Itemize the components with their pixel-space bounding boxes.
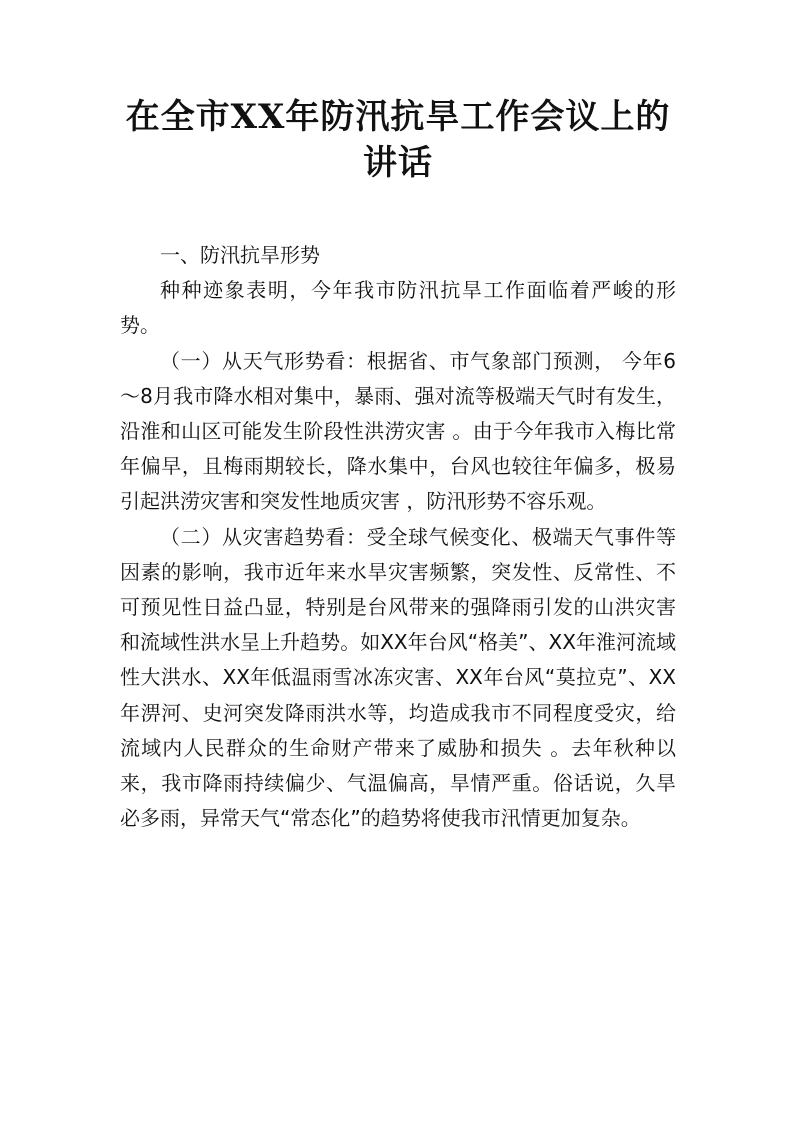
section-heading: 一、防汛抗旱形势 [160, 243, 320, 267]
paragraph-intro: 种种迹象表明，今年我市防汛抗旱工作面临着严峻的形势。 [120, 278, 676, 338]
document-body [120, 238, 676, 836]
paragraph-disaster: （二）从灾害趋势看：受全球气候变化、极端天气事件等因素的影响，我市近年来水旱灾害频繁，突发性、反常性、不可预见性日益凸显，特别是台风带来的强降雨引发的山洪灾害和流域性洪水呈上升趋势。如XX年台风“格美”、XX年淮河流域性大洪水、XX年低温雨雪冰冻灾害、XX年台风“莫拉克”、XX年淠河、史河突发降雨洪水等，均造成我市不同程度受灾，给流域内人民群众的生命财产带来了威胁和损失 。去年秋种以来，我市降雨持续偏少、气温偏高，旱情严重。俗话说，久旱必多雨，异常天气“常态化”的趋势将使我市汛情更加复杂。 [120, 524, 676, 831]
paragraph-weather: （一）从天气形势看：根据省、市气象部门预测， 今年6～8月我市降水相对集中，暴雨、强对流等极端天气时有发生，沿淮和山区可能发生阶段性洪涝灾害 。由于今年我市入梅比常年偏早，且梅雨期较长，降水集中，台风也较往年偏多，极易引起洪涝灾害和突发性地质灾害 ，防汛形势不容乐观。 [120, 348, 676, 514]
document-title: 在全市XX年防汛抗旱工作会议上的讲话 [125, 97, 671, 183]
